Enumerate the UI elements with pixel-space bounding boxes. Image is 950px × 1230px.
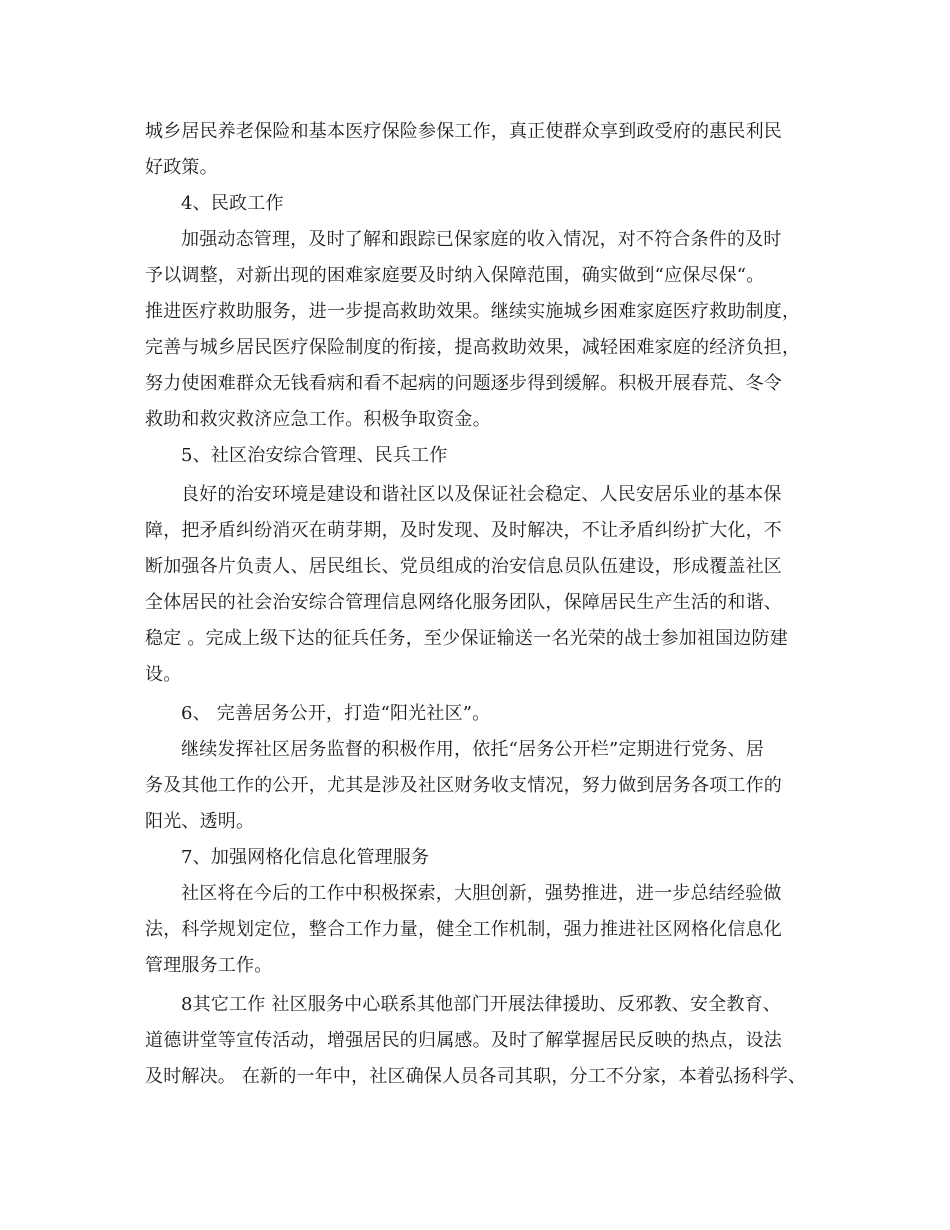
text-line: 良好的治安环境是建设和谐社区以及保证社会稳定、人民安居乐业的基本保 xyxy=(181,484,782,505)
text-line: 道德讲堂等宣传活动，增强居民的归属感。及时了解掌握居民反映的热点，设法 xyxy=(145,1030,782,1051)
text-line: 断加强各片负责人、居民组长、党员组成的治安信息员队伍建设，形成覆盖社区 xyxy=(145,556,782,577)
section-heading-4: 4、民政工作 xyxy=(181,193,284,214)
text-line: 法，科学规划定位，整合工作力量，健全工作机制，强力推进社区网格化信息化 xyxy=(145,919,782,940)
section-heading-6: 6、 完善居务公开，打造“阳光社区”。 xyxy=(181,703,491,724)
text-line: 障，把矛盾纠纷消灭在萌芽期，及时发现、及时解决，不让矛盾纠纷扩大化，不 xyxy=(145,520,782,541)
section-heading-7: 7、加强网格化信息化管理服务 xyxy=(181,847,430,868)
text-line: 加强动态管理，及时了解和跟踪已保家庭的收入情况，对不符合条件的及时 xyxy=(181,229,782,250)
text-line: 全体居民的社会治安综合管理信息网络化服务团队，保障居民生产生活的和谐、 xyxy=(145,592,782,613)
text-line: 推进医疗救助服务，进一步提高救助效果。继续实施城乡困难家庭医疗救助制度， xyxy=(145,301,801,322)
text-line: 城乡居民养老保险和基本医疗保险参保工作，真正使群众享到政受府的惠民利民 xyxy=(145,121,782,142)
section-heading-5: 5、社区治安综合管理、民兵工作 xyxy=(181,445,448,466)
text-line: 努力使困难群众无钱看病和看不起病的问题逐步得到缓解。积极开展春荒、冬令 xyxy=(145,373,782,394)
text-line: 完善与城乡居民医疗保险制度的衔接，提高救助效果，减轻困难家庭的经济负担， xyxy=(145,337,801,358)
text-line: 管理服务工作。 xyxy=(145,955,273,976)
text-line: 予以调整，对新出现的困难家庭要及时纳入保障范围，确实做到“应保尽保“。 xyxy=(145,265,765,286)
text-line: 设。 xyxy=(145,664,182,685)
section-heading-8: 8其它工作 社区服务中心联系其他部门开展法律援助、反邪教、安全教育、 xyxy=(181,994,781,1015)
text-line: 好政策。 xyxy=(145,157,218,178)
text-line: 阳光、透明。 xyxy=(145,811,255,832)
text-line: 务及其他工作的公开，尤其是涉及社区财务收支情况，努力做到居务各项工作的 xyxy=(145,775,782,796)
text-line: 救助和救灾救济应急工作。积极争取资金。 xyxy=(145,409,491,430)
text-line: 稳定 。完成上级下达的征兵任务，至少保证输送一名光荣的战士参加祖国边防建 xyxy=(145,628,788,649)
text-line: 及时解决。 在新的一年中，社区确保人员各司其职，分工不分家，本着弘扬科学、 xyxy=(145,1066,807,1087)
text-line: 社区将在今后的工作中积极探索，大胆创新，强势推进，进一步总结经验做 xyxy=(181,883,782,904)
text-line: 继续发挥社区居务监督的积极作用，依托“居务公开栏”定期进行党务、居 xyxy=(181,739,765,760)
